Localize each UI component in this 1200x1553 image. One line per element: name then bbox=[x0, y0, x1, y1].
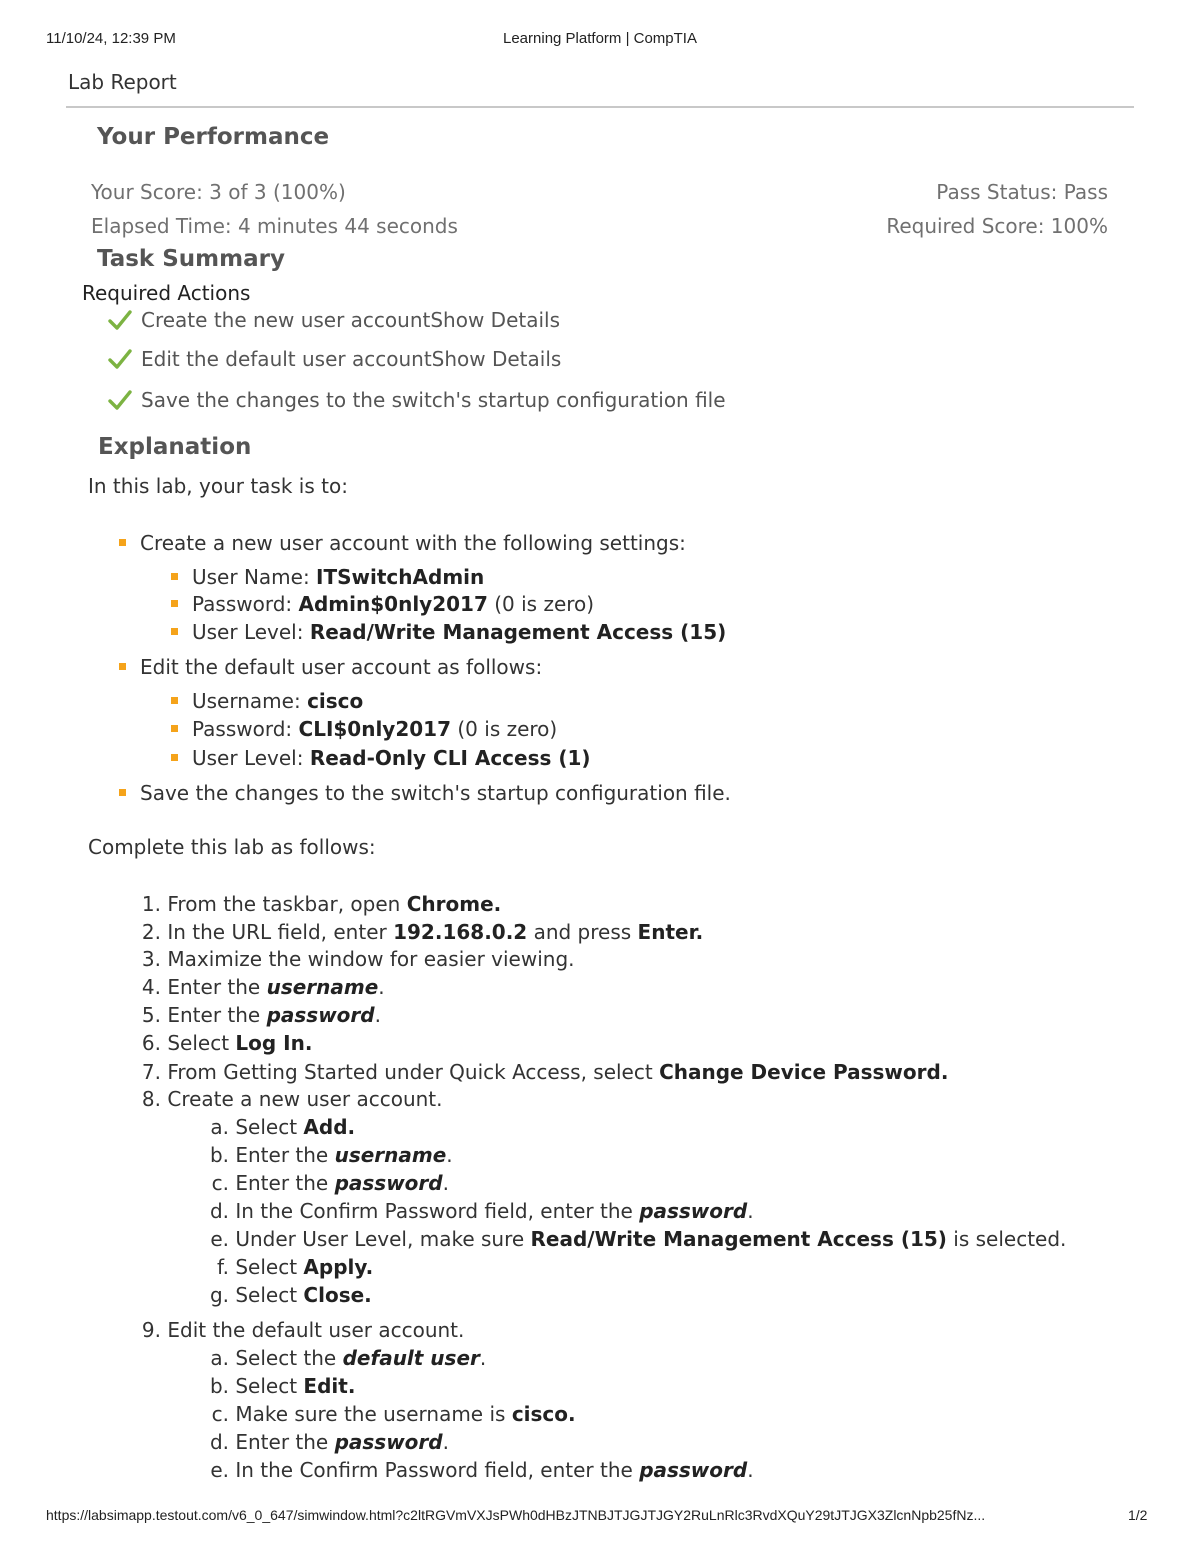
step-item: c. Enter the password. bbox=[211, 1171, 449, 1195]
bullet-square-icon bbox=[171, 600, 178, 607]
step-item: 2. In the URL field, enter 192.168.0.2 and press Enter. bbox=[141, 920, 704, 944]
task-item bbox=[108, 306, 560, 334]
title-divider bbox=[66, 106, 1134, 108]
step-item: 8. Create a new user account. bbox=[141, 1087, 443, 1111]
bullet-square-icon bbox=[171, 697, 178, 704]
bullet-square-icon bbox=[119, 539, 126, 546]
step-item: c. Make sure the username is cisco. bbox=[211, 1402, 576, 1426]
task-item-label: Edit the default user account bbox=[141, 347, 432, 371]
bullet-square-icon bbox=[171, 628, 178, 635]
show-details-link[interactable]: Show Details bbox=[430, 308, 561, 332]
step-item: b. Select Edit. bbox=[209, 1374, 356, 1398]
step-item: g. Select Close. bbox=[209, 1283, 372, 1307]
task-item-label: Save the changes to the switch's startup configuration file bbox=[141, 388, 726, 412]
score-text: Your Score: 3 of 3 (100%) bbox=[91, 180, 346, 204]
checkmark-icon bbox=[108, 308, 132, 332]
checkmark-icon bbox=[108, 347, 132, 371]
list-item: Username: cisco bbox=[171, 687, 363, 715]
complete-intro: Complete this lab as follows: bbox=[88, 835, 376, 859]
step-item: 9. Edit the default user account. bbox=[141, 1318, 465, 1342]
elapsed-time-text: Elapsed Time: 4 minutes 44 seconds bbox=[91, 214, 458, 238]
list-item: Password: CLI$0nly2017 (0 is zero) bbox=[171, 715, 557, 743]
list-item: User Level: Read-Only CLI Access (1) bbox=[171, 744, 591, 772]
show-details-link[interactable]: Show Details bbox=[431, 347, 562, 371]
step-item: a. Select the default user. bbox=[210, 1346, 487, 1370]
bullet-square-icon bbox=[119, 663, 126, 670]
required-actions-label: Required Actions bbox=[82, 281, 251, 305]
step-item: b. Enter the username. bbox=[209, 1143, 453, 1167]
required-score-text: Required Score: 100% bbox=[886, 214, 1108, 238]
list-item: Save the changes to the switch's startup configuration file. bbox=[119, 779, 731, 807]
step-item: 4. Enter the username. bbox=[141, 975, 385, 999]
performance-heading: Your Performance bbox=[97, 124, 330, 150]
step-item: d. In the Confirm Password field, enter the password. bbox=[209, 1199, 754, 1223]
task-item bbox=[108, 345, 561, 373]
explanation-intro: In this lab, your task is to: bbox=[88, 474, 348, 498]
task-item-label: Create the new user account bbox=[141, 308, 431, 332]
task-summary-heading: Task Summary bbox=[97, 246, 285, 272]
checkmark-icon bbox=[108, 388, 132, 412]
step-item: 7. From Getting Started under Quick Access, select Change Device Password. bbox=[141, 1060, 949, 1084]
report-title: Lab Report bbox=[68, 70, 177, 94]
task-item bbox=[108, 386, 726, 414]
bullet-square-icon bbox=[171, 754, 178, 761]
step-item: 6. Select Log In. bbox=[141, 1031, 313, 1055]
step-item: 1. From the taskbar, open Chrome. bbox=[141, 892, 502, 916]
step-item: 5. Enter the password. bbox=[141, 1003, 381, 1027]
step-item: e. In the Confirm Password field, enter the password. bbox=[210, 1458, 754, 1482]
print-page-title: Learning Platform | CompTIA bbox=[503, 30, 697, 47]
list-item: Edit the default user account as follows: bbox=[119, 653, 542, 681]
bullet-square-icon bbox=[171, 725, 178, 732]
step-item: a. Select Add. bbox=[210, 1115, 356, 1139]
print-page-number: 1/2 bbox=[1128, 1507, 1148, 1523]
list-item: User Level: Read/Write Management Access (15) bbox=[171, 618, 726, 646]
pass-status-text: Pass Status: Pass bbox=[936, 180, 1108, 204]
step-item: f. Select Apply. bbox=[217, 1255, 374, 1279]
step-item: 3. Maximize the window for easier viewing. bbox=[141, 947, 575, 971]
step-item: e. Under User Level, make sure Read/Write Management Access (15) is selected. bbox=[210, 1227, 1067, 1251]
bullet-square-icon bbox=[119, 789, 126, 796]
list-item: Password: Admin$0nly2017 (0 is zero) bbox=[171, 590, 594, 618]
bullet-square-icon bbox=[171, 573, 178, 580]
step-item: d. Enter the password. bbox=[209, 1430, 449, 1454]
list-item: User Name: ITSwitchAdmin bbox=[171, 563, 484, 591]
list-item: Create a new user account with the following settings: bbox=[119, 529, 686, 557]
print-url: https://labsimapp.testout.com/v6_0_647/simwindow.html?c2ltRGVmVXJsPWh0dHBzJTNBJTJGJTJGY2RuLnRlc3RvdXQuY29tJTJGX3ZlcnNpb25fNz... bbox=[46, 1507, 986, 1523]
print-datetime: 11/10/24, 12:39 PM bbox=[46, 30, 176, 47]
explanation-heading: Explanation bbox=[98, 434, 252, 460]
